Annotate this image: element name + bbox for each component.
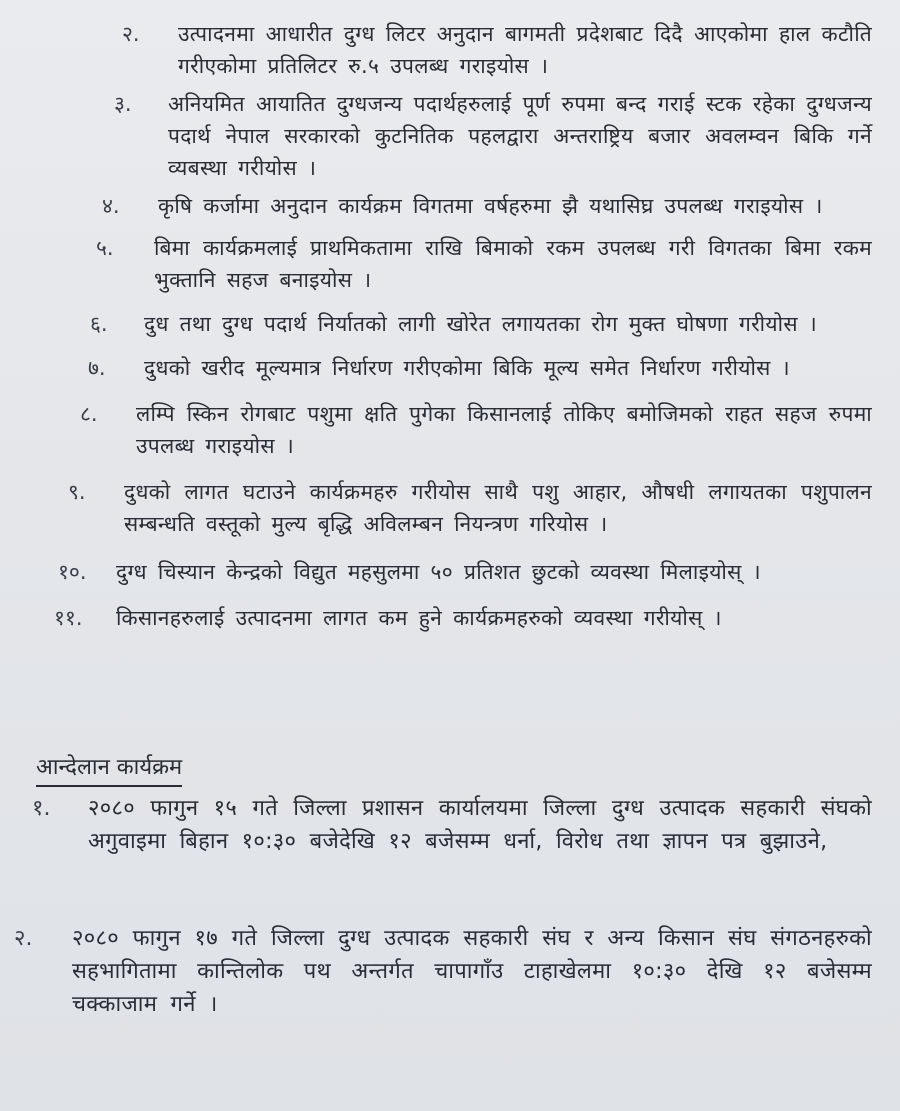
item-number: १. <box>32 796 51 821</box>
list-item <box>96 232 872 296</box>
list-item <box>68 476 872 540</box>
item-number: २. <box>14 926 33 951</box>
item-text: कृषि कर्जामा अनुदान कार्यक्रम विगतमा वर्षहरुमा झै यथासिघ्र उपलब्ध गराइयोस । <box>158 194 823 218</box>
item-number: ३. <box>114 92 132 116</box>
item-text: दुधको लागत घटाउने कार्यक्रमहरु गरीयोस साथै पशु आहार, औषधी लगायतका पशुपालन सम्बन्धति वस्तूको मुल्य बृद्धि अविलम्बन नियन्त्रण गरियोस । <box>124 480 872 536</box>
list-item <box>122 18 872 82</box>
item-number: ११. <box>54 606 83 630</box>
list-item <box>58 556 872 588</box>
item-number: ६. <box>90 312 108 336</box>
list-item <box>90 308 872 340</box>
item-number: ८. <box>80 402 98 426</box>
item-text: लम्पि स्किन रोगबाट पशुमा क्षति पुगेका किसानलाई तोकिए बमोजिमको राहत सहज रुपमा उपलब्ध गराइयोस । <box>136 402 872 458</box>
item-text: दुग्ध चिस्यान केन्द्रको विद्युत महसुलमा ५० प्रतिशत छुटको व्यवस्था मिलाइयोस् । <box>116 560 761 584</box>
item-text: किसानहरुलाई उत्पादनमा लागत कम हुने कार्यक्रमहरुको व्यवस्था गरीयोस् । <box>116 606 722 630</box>
item-text: २०८० फागुन १७ गते जिल्ला दुग्ध उत्पादक सहकारी संघ र अन्य किसान संघ संगठनहरुको सहभागितामा कान्तिलोक पथ अन्तर्गत चापागाँउ टाहाखेलमा १०:३० देखि १२ बजेसम्म चक्काजाम गर्ने । <box>72 926 872 1017</box>
list-item <box>114 88 872 184</box>
item-text: अनियमित आयातित दुग्धजन्य पदार्थहरुलाई पूर्ण रुपमा बन्द गराई स्टक रहेका दुग्धजन्य पदार्थ नेपाल सरकारको कुटनितिक पहलद्वारा अन्तराष्ट्रिय बजार अवलम्वन बिकि गर्ने व्यबस्था गरीयोस । <box>168 92 872 180</box>
list-item <box>14 922 872 1021</box>
list-item <box>102 190 872 222</box>
item-text: उत्पादनमा आधारीत दुग्ध लिटर अनुदान बागमती प्रदेशबाट दिदै आएकोमा हाल कटौति गरीएकोमा प्रतिलिटर रु.५ उपलब्ध गराइयोस । <box>178 22 872 78</box>
list-item <box>54 602 872 634</box>
item-text: दुध तथा दुग्ध पदार्थ निर्यातको लागी खोरेत लगायतका रोग मुक्त घोषणा गरीयोस । <box>144 312 818 336</box>
section-heading: आन्देलान कार्यक्रम <box>36 752 182 787</box>
item-number: ७. <box>88 356 106 380</box>
item-number: ९. <box>68 480 86 504</box>
item-text: २०८० फागुन १५ गते जिल्ला प्रशासन कार्यालयमा जिल्ला दुग्ध उत्पादक सहकारी संघको अगुवाइमा बिहान १०:३० बजेदेखि १२ बजेसम्म धर्ना, विरोध तथा ज्ञापन पत्र बुझाउने, <box>88 796 872 854</box>
item-number: २. <box>122 22 140 46</box>
list-item <box>32 792 872 858</box>
item-number: ५. <box>96 236 114 260</box>
list-item <box>80 398 872 462</box>
list-item <box>88 352 872 384</box>
item-number: ४. <box>102 194 120 218</box>
item-text: बिमा कार्यक्रमलाई प्राथमिकतामा राखि बिमाको रकम उपलब्ध गरी विगतका बिमा रकम भुक्तानि सहज बनाइयोस । <box>154 236 872 292</box>
item-number: १०. <box>58 560 87 584</box>
item-text: दुधको खरीद मूल्यमात्र निर्धारण गरीएकोमा बिकि मूल्य समेत निर्धारण गरीयोस । <box>144 356 790 380</box>
